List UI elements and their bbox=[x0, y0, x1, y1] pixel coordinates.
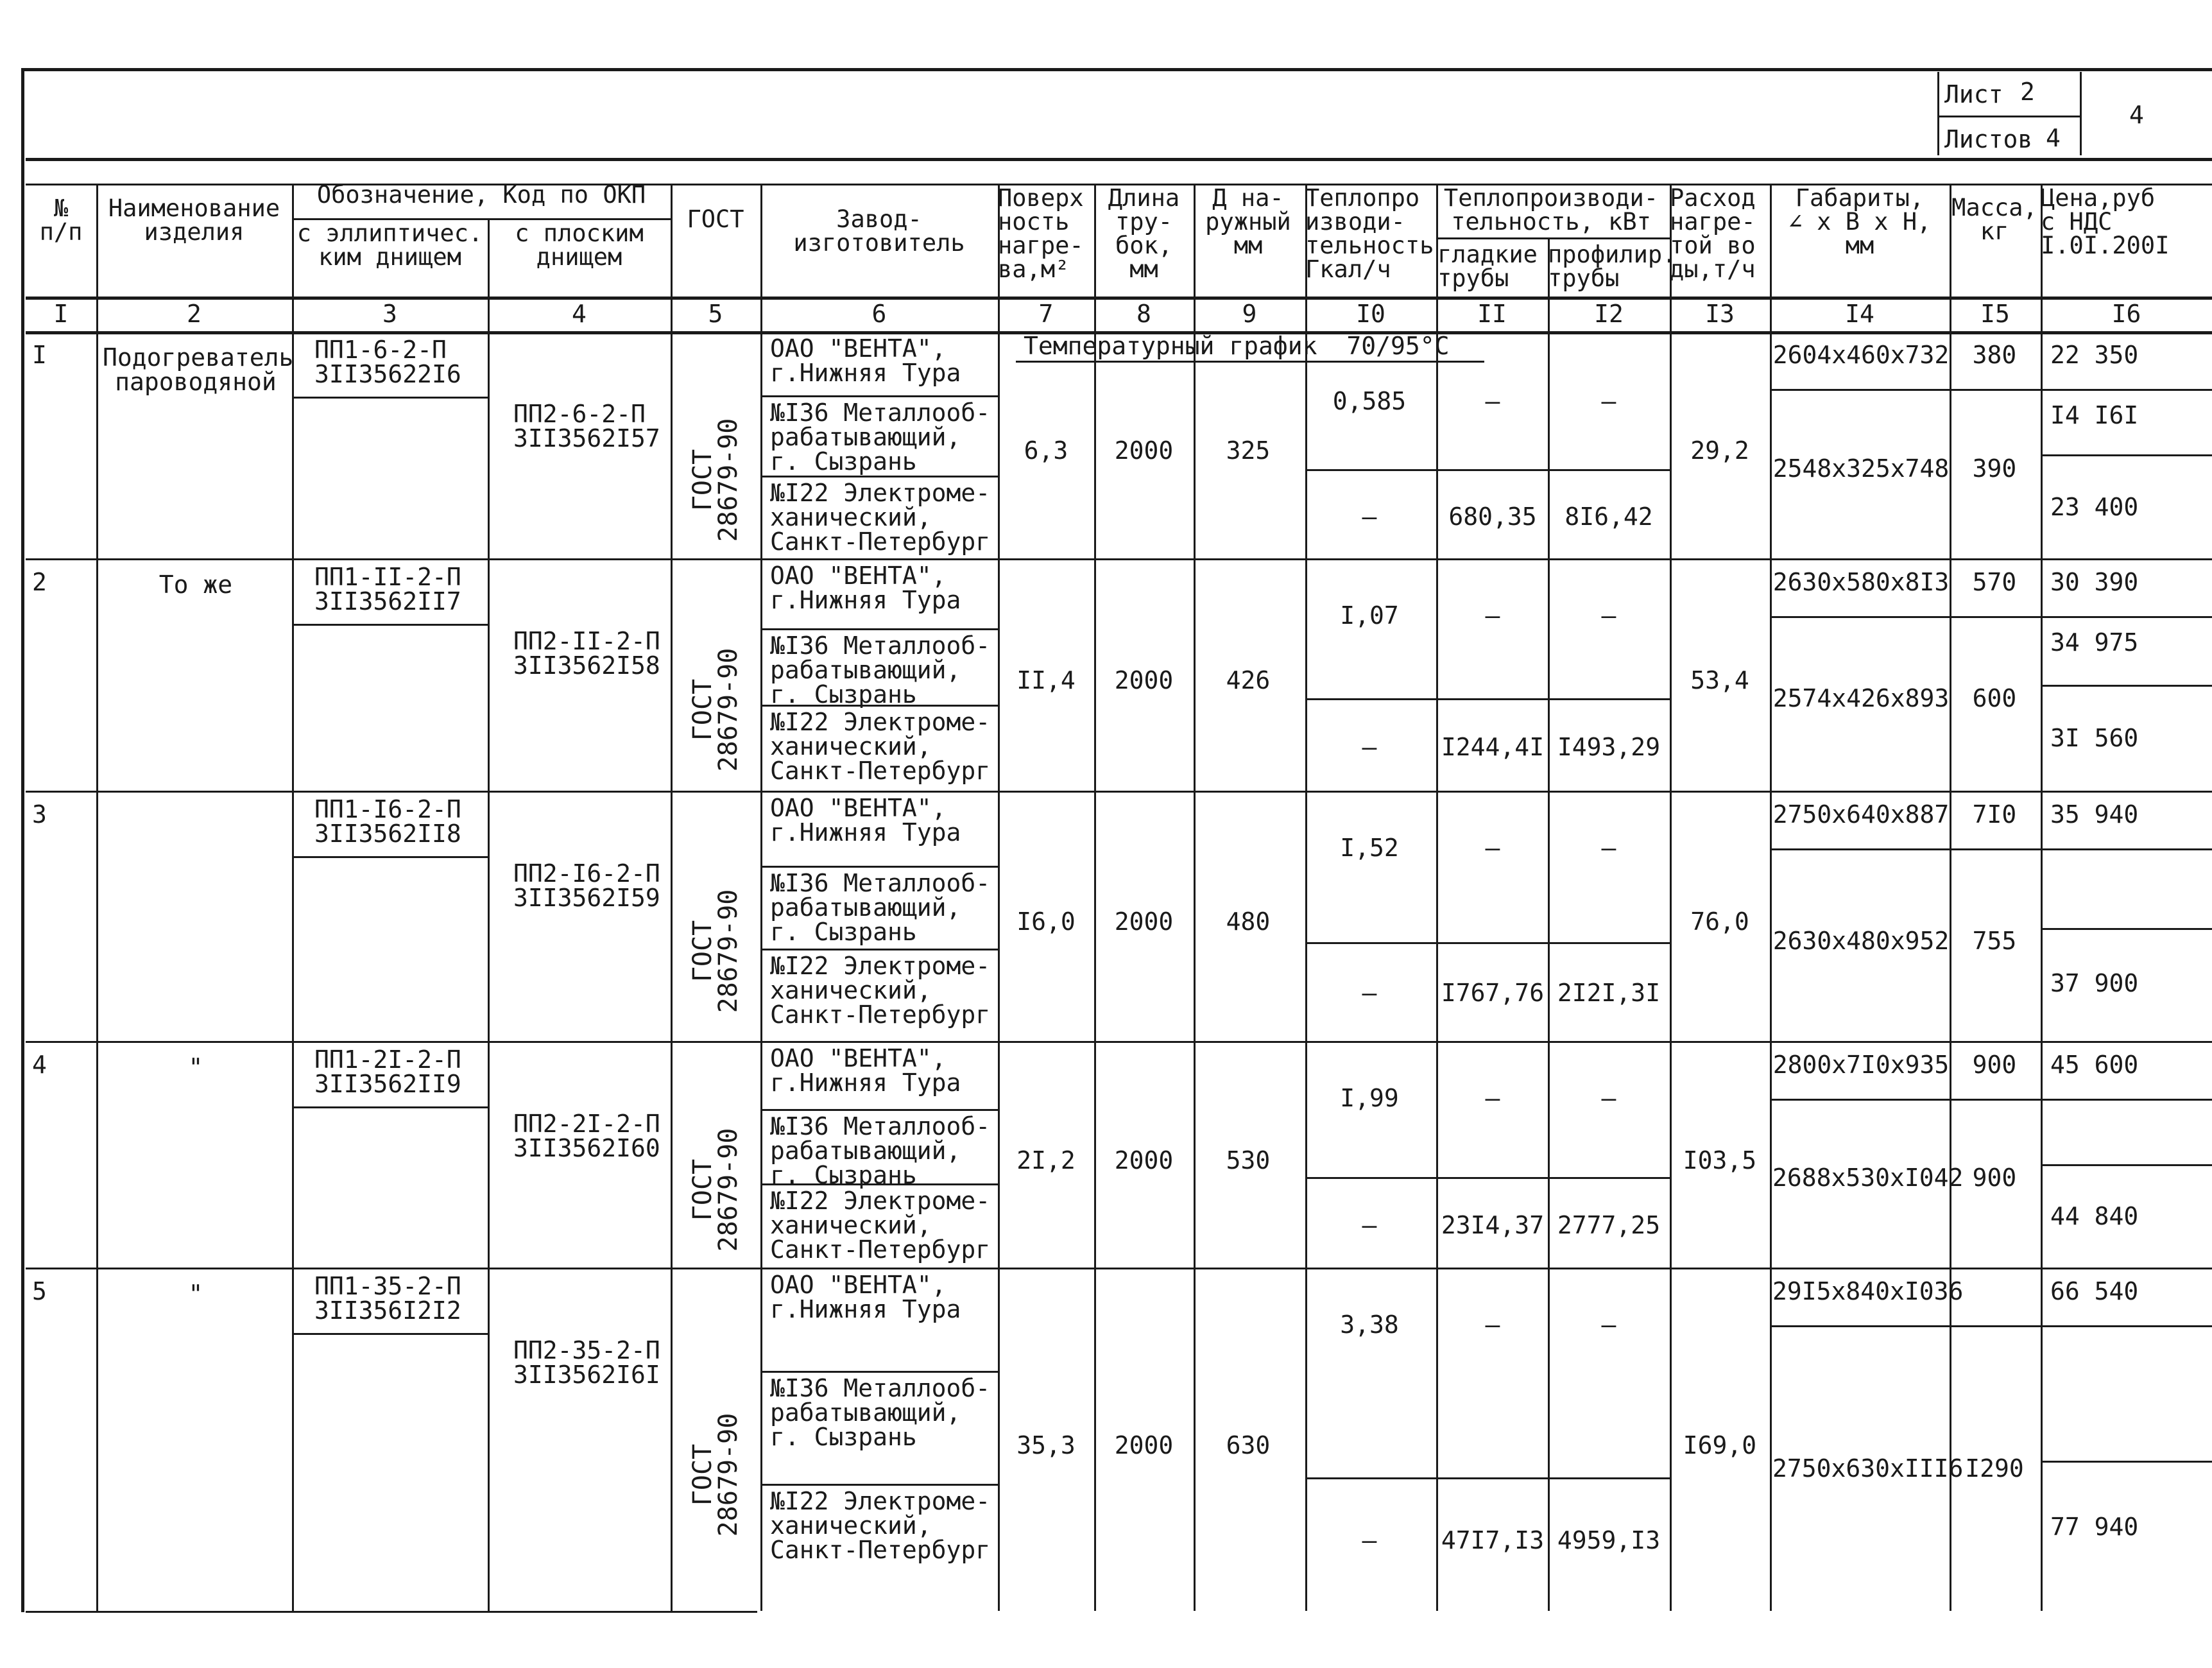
sheets-total: 4 bbox=[2046, 124, 2061, 152]
sheet-number: 2 bbox=[2020, 78, 2035, 106]
dimensions-elliptic: 2750x640x887 bbox=[1772, 800, 1950, 829]
outer-diameter: 530 bbox=[1226, 1146, 1271, 1174]
dimensions-elliptic: 2630x580x8I3 bbox=[1772, 568, 1950, 596]
elliptic-sub-line bbox=[292, 1106, 488, 1108]
row-separator-1 bbox=[26, 558, 2212, 560]
header-heat-gcal: Теплопро изводи- тельность Гкал/ч bbox=[1305, 184, 1434, 283]
manufacturer-2: №I36 Металлооб- рабатывающий, г. Сызрань bbox=[770, 1112, 991, 1189]
column-number-5: 5 bbox=[708, 300, 723, 328]
column-number-13: I3 bbox=[1705, 300, 1735, 328]
header-mass: Масса, кг bbox=[1951, 194, 2037, 245]
price-2: I4 I6I bbox=[2050, 401, 2139, 429]
header-price: Цена,руб с НДС I.0I.200I bbox=[2041, 184, 2170, 259]
column-number-7: 7 bbox=[1038, 300, 1054, 328]
profiled-dash-top: – bbox=[1601, 387, 1616, 415]
heat-output-profiled: 8I6,42 bbox=[1565, 503, 1653, 531]
gcal-dash-bottom: – bbox=[1362, 733, 1377, 761]
dims-sub-line bbox=[1770, 1325, 2041, 1327]
heat-sub-line bbox=[1305, 942, 1670, 944]
smooth-dash-top: – bbox=[1485, 1311, 1500, 1339]
price-1: 35 940 bbox=[2050, 800, 2139, 829]
water-flow: 29,2 bbox=[1690, 436, 1749, 465]
outer-diameter: 630 bbox=[1226, 1431, 1271, 1459]
price-3: 23 400 bbox=[2050, 493, 2139, 521]
heat-kw-sub-line bbox=[1436, 237, 1670, 239]
column-line-6 bbox=[998, 184, 1000, 1611]
manufacturer-3: №I22 Электроме- ханический, Санкт-Петербург bbox=[770, 479, 991, 556]
left-frame-line bbox=[21, 68, 24, 1612]
water-flow: 76,0 bbox=[1690, 907, 1749, 936]
price-sub-line-1 bbox=[2041, 1325, 2212, 1327]
product-name: То же bbox=[159, 571, 233, 599]
water-flow: I03,5 bbox=[1683, 1146, 1757, 1174]
sheet-label: Лист bbox=[1944, 80, 2003, 108]
row-separator-4 bbox=[26, 1268, 2212, 1269]
profiled-dash-top: – bbox=[1601, 601, 1616, 630]
elliptic-sub-line bbox=[292, 397, 488, 399]
price-sub-line-2 bbox=[2041, 454, 2212, 456]
column-number-10: I0 bbox=[1356, 300, 1385, 328]
dimensions-elliptic: 2604x460x732 bbox=[1772, 341, 1950, 369]
page-number: 4 bbox=[2129, 101, 2144, 129]
manufacturer-2: №I36 Металлооб- рабатывающий, г. Сызрань bbox=[770, 869, 991, 946]
price-sub-line-2 bbox=[2041, 1164, 2212, 1166]
heat-output-smooth: 23I4,37 bbox=[1441, 1211, 1545, 1239]
gcal-dash-bottom: – bbox=[1362, 979, 1377, 1007]
flat-designation: ПП2-II-2-П 3II3562I58 bbox=[513, 627, 660, 680]
tube-length: 2000 bbox=[1114, 436, 1174, 465]
column-line-5 bbox=[760, 184, 762, 1611]
gost-code: ГОСТ 28679-90 bbox=[688, 889, 743, 1013]
price-sub-line-1 bbox=[2041, 616, 2212, 618]
temp-graph-underline bbox=[1016, 361, 1484, 363]
tube-length: 2000 bbox=[1114, 1146, 1174, 1174]
heat-output-gcal: 0,585 bbox=[1332, 387, 1407, 415]
heat-sub-line bbox=[1305, 698, 1670, 700]
price-1: 22 350 bbox=[2050, 341, 2139, 369]
heat-output-smooth: 680,35 bbox=[1448, 503, 1537, 531]
price-sub-line-2 bbox=[2041, 928, 2212, 930]
price-3: 3I 560 bbox=[2050, 724, 2139, 752]
header-surface: Поверх ность нагре- ва,м² bbox=[998, 184, 1084, 283]
header-flat: с плоским днищем bbox=[515, 219, 644, 271]
elliptic-sub-line bbox=[292, 856, 488, 858]
tube-length: 2000 bbox=[1114, 666, 1174, 694]
header-name: Наименование изделия bbox=[108, 194, 280, 246]
outer-diameter: 426 bbox=[1226, 666, 1271, 694]
heat-output-profiled: I493,29 bbox=[1557, 733, 1661, 761]
mass-elliptic: 380 bbox=[1972, 341, 2017, 369]
row-number: 3 bbox=[32, 800, 47, 829]
heat-sub-line bbox=[1305, 1477, 1670, 1479]
column-line-13 bbox=[1770, 184, 1772, 1611]
sheet-box-right bbox=[2080, 72, 2082, 155]
mass-flat: 600 bbox=[1972, 684, 2017, 712]
header-designation: Обозначение, Код по ОКП bbox=[316, 181, 646, 209]
mass-flat: 390 bbox=[1972, 454, 2017, 483]
heat-output-profiled: 4959,I3 bbox=[1557, 1526, 1661, 1554]
profiled-dash-top: – bbox=[1601, 1311, 1616, 1339]
column-number-1: I bbox=[53, 300, 69, 328]
elliptic-designation: ПП1-I6-2-П 3II3562II8 bbox=[314, 795, 461, 848]
header-maker: Завод- изготовитель bbox=[793, 205, 965, 257]
price-1: 66 540 bbox=[2050, 1277, 2139, 1305]
manufacturer-3: №I22 Электроме- ханический, Санкт-Петербург bbox=[770, 708, 991, 785]
column-line-7 bbox=[1094, 184, 1096, 1611]
maker-sub-line-2 bbox=[762, 949, 998, 950]
price-sub-line-1 bbox=[2041, 389, 2212, 391]
elliptic-designation: ПП1-2I-2-П 3II3562II9 bbox=[314, 1045, 461, 1098]
gcal-dash-bottom: – bbox=[1362, 1526, 1377, 1554]
elliptic-designation: ПП1-II-2-П 3II3562II7 bbox=[314, 563, 461, 615]
outer-diameter: 480 bbox=[1226, 907, 1271, 936]
dimensions-flat: 2688x530xI042 bbox=[1772, 1164, 1964, 1192]
elliptic-sub-line bbox=[292, 624, 488, 626]
price-3: 44 840 bbox=[2050, 1202, 2139, 1230]
elliptic-designation: ПП1-6-2-П 3II35622I6 bbox=[314, 336, 461, 388]
manufacturer-3: №I22 Электроме- ханический, Санкт-Петербург bbox=[770, 1487, 991, 1564]
flat-designation: ПП2-35-2-П 3II3562I6I bbox=[513, 1336, 660, 1389]
dims-sub-line bbox=[1770, 1099, 2041, 1101]
column-line-1 bbox=[96, 184, 98, 1611]
mass-flat: 755 bbox=[1972, 927, 2017, 955]
column-number-4: 4 bbox=[572, 300, 587, 328]
manufacturer-1: ОАО "ВЕНТА", г.Нижняя Тура bbox=[770, 1044, 961, 1097]
column-number-2: 2 bbox=[187, 300, 201, 328]
sheets-label: Листов bbox=[1944, 125, 2033, 153]
gost-code: ГОСТ 28679-90 bbox=[688, 648, 743, 772]
header-diameter: Д на- ружный мм bbox=[1205, 184, 1291, 259]
manufacturer-1: ОАО "ВЕНТА", г.Нижняя Тура bbox=[770, 562, 961, 614]
heat-sub-line bbox=[1305, 469, 1670, 471]
top-frame-line bbox=[21, 68, 2212, 71]
tube-length: 2000 bbox=[1114, 1431, 1174, 1459]
manufacturer-2: №I36 Металлооб- рабатывающий, г. Сызрань bbox=[770, 632, 991, 709]
column-line-12 bbox=[1670, 184, 1672, 1611]
column-number-12: I2 bbox=[1594, 300, 1624, 328]
smooth-dash-top: – bbox=[1485, 387, 1500, 415]
gost-code: ГОСТ 28679-90 bbox=[688, 1413, 743, 1537]
header-bottom-line bbox=[26, 297, 2212, 300]
dims-sub-line bbox=[1770, 616, 2041, 618]
header-heat-kw: Теплопроизводи- тельность, кВт bbox=[1443, 184, 1659, 236]
heat-output-gcal: 3,38 bbox=[1340, 1311, 1399, 1339]
column-number-16: I6 bbox=[2111, 300, 2141, 328]
maker-sub-line-2 bbox=[762, 1183, 998, 1185]
gcal-dash-bottom: – bbox=[1362, 1211, 1377, 1239]
heat-output-profiled: 2I2I,3I bbox=[1557, 979, 1661, 1007]
mass-elliptic: 570 bbox=[1972, 568, 2017, 596]
smooth-dash-top: – bbox=[1485, 601, 1500, 630]
water-flow: 53,4 bbox=[1690, 666, 1749, 694]
tube-length: 2000 bbox=[1114, 907, 1174, 936]
price-1: 30 390 bbox=[2050, 568, 2139, 596]
price-1: 45 600 bbox=[2050, 1051, 2139, 1079]
smooth-dash-top: – bbox=[1485, 834, 1500, 862]
column-number-3: 3 bbox=[382, 300, 397, 328]
column-number-9: 9 bbox=[1242, 300, 1257, 328]
price-2: 34 975 bbox=[2050, 628, 2139, 657]
manufacturer-1: ОАО "ВЕНТА", г.Нижняя Тура bbox=[770, 334, 961, 387]
price-sub-line-1 bbox=[2041, 1099, 2212, 1101]
dims-sub-line bbox=[1770, 389, 2041, 391]
manufacturer-1: ОАО "ВЕНТА", г.Нижняя Тура bbox=[770, 1271, 961, 1323]
row-number: 5 bbox=[32, 1277, 47, 1305]
column-line-8 bbox=[1194, 184, 1196, 1611]
dims-sub-line bbox=[1770, 848, 2041, 850]
heating-surface: 35,3 bbox=[1016, 1431, 1076, 1459]
header-water: Расход нагре- той во ды,т/ч bbox=[1670, 184, 1756, 283]
heat-output-gcal: I,99 bbox=[1340, 1084, 1399, 1112]
maker-sub-line-2 bbox=[762, 1484, 998, 1486]
heating-surface: I6,0 bbox=[1016, 907, 1076, 936]
header-profiled: профилир. трубы bbox=[1548, 241, 1677, 292]
row-number: 2 bbox=[32, 568, 47, 596]
temp-graph: Температурный график 70/95°С bbox=[1024, 332, 1450, 360]
sheet-box-left bbox=[1937, 72, 1939, 155]
manufacturer-1: ОАО "ВЕНТА", г.Нижняя Тура bbox=[770, 794, 961, 847]
outer-diameter: 325 bbox=[1226, 436, 1271, 465]
gost-code: ГОСТ 28679-90 bbox=[688, 1128, 743, 1252]
manufacturer-2: №I36 Металлооб- рабатывающий, г. Сызрань bbox=[770, 399, 991, 476]
column-line-15 bbox=[2041, 184, 2043, 1611]
header-length: Длина тру- бок, мм bbox=[1108, 184, 1180, 283]
price-sub-line-1 bbox=[2041, 848, 2212, 850]
column-line-3 bbox=[488, 218, 490, 1611]
elliptic-sub-line bbox=[292, 1333, 488, 1335]
header-dims: Габариты, ∠ x B x H, мм bbox=[1788, 184, 1932, 259]
header-gost: ГОСТ bbox=[687, 205, 744, 233]
manufacturer-2: №I36 Металлооб- рабатывающий, г. Сызрань bbox=[770, 1374, 991, 1451]
heating-surface: 2I,2 bbox=[1016, 1146, 1076, 1174]
heat-output-profiled: 2777,25 bbox=[1557, 1211, 1661, 1239]
manufacturer-3: №I22 Электроме- ханический, Санкт-Петербург bbox=[770, 1187, 991, 1264]
dimensions-flat: 2574x426x893 bbox=[1772, 684, 1950, 712]
heat-output-gcal: I,52 bbox=[1340, 834, 1399, 862]
water-flow: I69,0 bbox=[1683, 1431, 1757, 1459]
maker-sub-line-2 bbox=[762, 476, 998, 477]
dimensions-elliptic: 2800x7I0x935 bbox=[1772, 1051, 1950, 1079]
mass-elliptic: 7I0 bbox=[1972, 800, 2017, 829]
product-name: " bbox=[188, 1053, 203, 1081]
column-line-11 bbox=[1548, 237, 1550, 1611]
profiled-dash-top: – bbox=[1601, 1084, 1616, 1112]
sheet-box-mid bbox=[1939, 116, 2080, 117]
column-number-6: 6 bbox=[871, 300, 887, 328]
manufacturer-3: №I22 Электроме- ханический, Санкт-Петербург bbox=[770, 952, 991, 1029]
flat-designation: ПП2-2I-2-П 3II3562I60 bbox=[513, 1110, 660, 1162]
maker-sub-line-1 bbox=[762, 1371, 998, 1373]
column-number-11: II bbox=[1477, 300, 1507, 328]
price-3: 77 940 bbox=[2050, 1513, 2139, 1541]
heat-sub-line bbox=[1305, 1177, 1670, 1179]
price-3: 37 900 bbox=[2050, 969, 2139, 997]
heat-output-gcal: I,07 bbox=[1340, 601, 1399, 630]
dimensions-flat: 2630x480x952 bbox=[1772, 927, 1950, 955]
maker-sub-line-2 bbox=[762, 705, 998, 707]
flat-designation: ПП2-I6-2-П 3II3562I59 bbox=[513, 859, 660, 912]
profiled-dash-top: – bbox=[1601, 834, 1616, 862]
maker-sub-line-1 bbox=[762, 395, 998, 397]
column-line-4 bbox=[671, 184, 673, 1611]
row-number: 4 bbox=[32, 1051, 47, 1079]
column-number-8: 8 bbox=[1136, 300, 1151, 328]
heat-output-smooth: I767,76 bbox=[1441, 979, 1545, 1007]
dimensions-elliptic: 29I5x840xI036 bbox=[1772, 1277, 1964, 1305]
heat-output-smooth: 47I7,I3 bbox=[1441, 1526, 1545, 1554]
flat-designation: ПП2-6-2-П 3II3562I57 bbox=[513, 400, 660, 452]
gcal-dash-bottom: – bbox=[1362, 503, 1377, 531]
header-num: № п/п bbox=[39, 194, 83, 246]
mass-flat: 900 bbox=[1972, 1164, 2017, 1192]
mass-flat: I290 bbox=[1965, 1454, 2024, 1483]
maker-sub-line-1 bbox=[762, 866, 998, 868]
maker-sub-line-1 bbox=[762, 628, 998, 630]
row-separator-2 bbox=[26, 791, 2212, 793]
heating-surface: 6,3 bbox=[1024, 436, 1068, 465]
price-sub-line-2 bbox=[2041, 1461, 2212, 1463]
mass-elliptic: 900 bbox=[1972, 1051, 2017, 1079]
row-separator-3 bbox=[26, 1041, 2212, 1043]
heat-output-smooth: I244,4I bbox=[1441, 733, 1545, 761]
header-smooth: гладкие трубы bbox=[1437, 241, 1538, 292]
price-sub-line-2 bbox=[2041, 685, 2212, 687]
row-number: I bbox=[32, 341, 47, 369]
maker-sub-line-1 bbox=[762, 1109, 998, 1111]
column-number-15: I5 bbox=[1980, 300, 2010, 328]
header-bottom-line bbox=[26, 158, 2212, 161]
table-bottom-line bbox=[26, 1611, 757, 1613]
header-elliptic: с эллиптичес. ким днищем bbox=[296, 219, 483, 271]
elliptic-designation: ПП1-35-2-П 3II356I2I2 bbox=[314, 1272, 461, 1325]
product-name: Подогреватель пароводяной bbox=[103, 343, 294, 396]
column-line-14 bbox=[1950, 184, 1951, 1611]
gost-code: ГОСТ 28679-90 bbox=[688, 418, 743, 542]
dimensions-flat: 2750x630xIII6 bbox=[1772, 1454, 1964, 1483]
heating-surface: II,4 bbox=[1016, 666, 1076, 694]
product-name: " bbox=[188, 1280, 203, 1308]
smooth-dash-top: – bbox=[1485, 1084, 1500, 1112]
dimensions-flat: 2548x325x748 bbox=[1772, 454, 1950, 483]
column-number-14: I4 bbox=[1845, 300, 1874, 328]
